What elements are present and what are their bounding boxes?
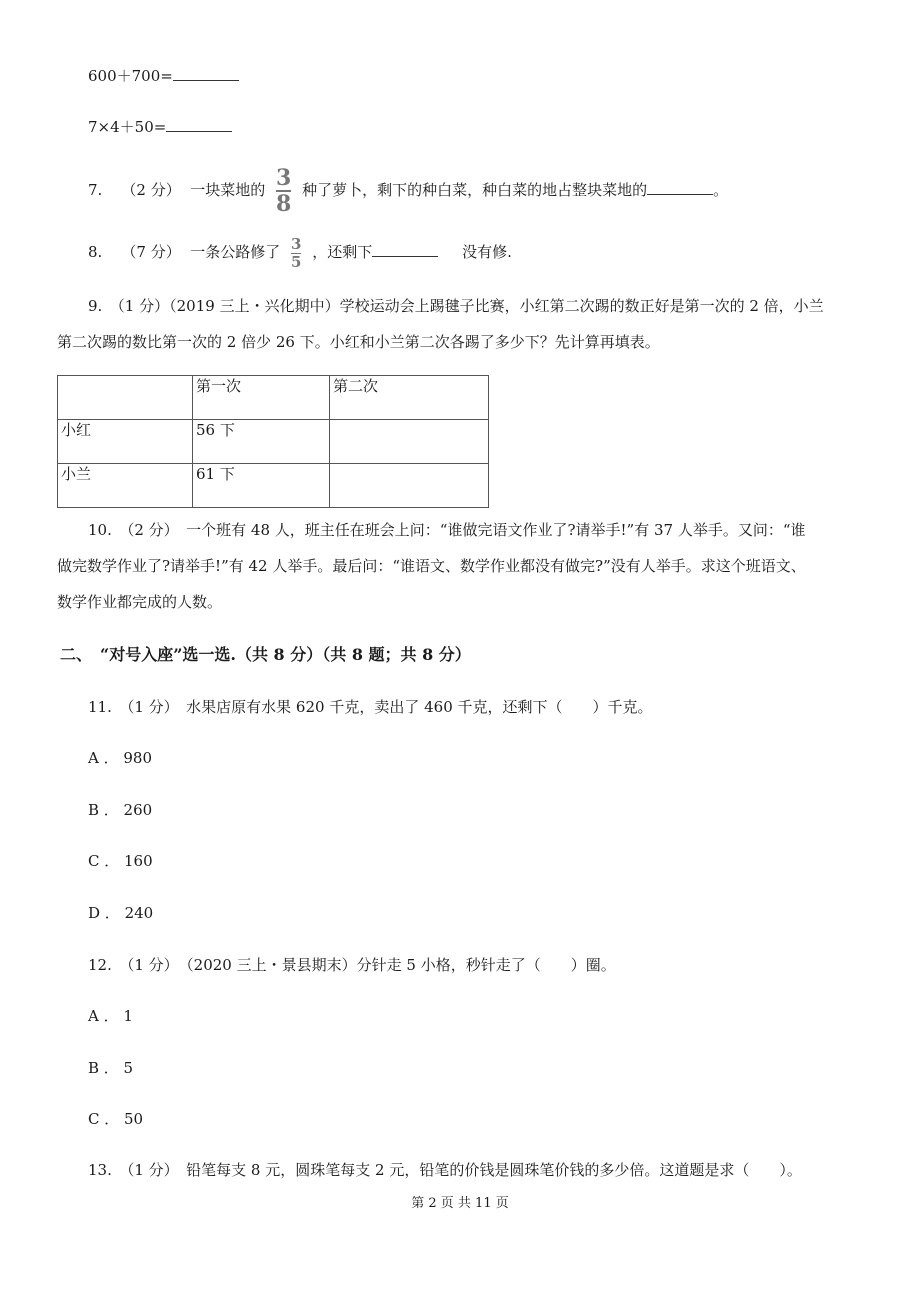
question-text: 种了萝卜，剩下的种白菜，种白菜的地占整块菜地的 xyxy=(302,181,648,199)
calc-line-2 xyxy=(88,117,232,137)
question-10-line-3: 数学作业都完成的人数。 xyxy=(57,593,223,611)
answer-blank[interactable] xyxy=(173,66,239,81)
option-a[interactable]: A ． 1 xyxy=(88,1007,133,1025)
question-7: 7. （2 分） 一块菜地的 $\frac{3}{8}$ 种了萝卜，剩下的种白菜，种白菜的地占整块菜地的 。 xyxy=(88,165,729,217)
fraction-three-fifths: $\frac{3}{5}$ xyxy=(291,234,302,271)
option-a[interactable]: A ． 980 xyxy=(88,749,152,767)
q9-answer-table xyxy=(57,375,489,508)
question-text: 一块菜地的 xyxy=(190,181,266,199)
option-b[interactable]: B ． 260 xyxy=(88,801,153,819)
calc-expression-1: 600＋700= xyxy=(88,67,173,85)
question-9-line-2: 第二次踢的数比第一次的 2 倍少 26 下。小红和小兰第二次各踢了多少下？先计算再填表。 xyxy=(57,333,660,351)
table-cell: 第一次 xyxy=(193,376,330,420)
answer-blank[interactable] xyxy=(647,180,713,195)
table-cell: 56 下 xyxy=(193,420,330,464)
option-c[interactable]: C ． 50 xyxy=(88,1110,144,1128)
question-score: （7 分） xyxy=(121,243,181,261)
question-9-line-1: 9. （1 分）（2019 三上・兴化期中）学校运动会上踢毽子比赛，小红第二次踢的数正好是第一次的 2 倍，小兰 xyxy=(88,297,824,315)
question-number: 7. xyxy=(88,181,103,199)
question-11-stem: 11. （1 分） 水果店原有水果 620 千克，卖出了 460 千克，还剩下（ ）千克。 xyxy=(88,698,653,716)
question-12-stem: 12. （1 分） （2020 三上・景县期末）分针走 5 小格，秒针走了（ ）圈。 xyxy=(88,956,616,974)
option-c[interactable]: C ． 160 xyxy=(88,852,153,870)
question-10-line-1: 10. （2 分） 一个班有 48 人，班主任在班会上问：“谁做完语文作业了?请举手!”有 37 人举手。又问：“谁 xyxy=(88,521,806,539)
table-answer-cell[interactable] xyxy=(330,420,489,464)
table-cell: 第二次 xyxy=(330,376,489,420)
answer-blank[interactable] xyxy=(166,117,232,132)
table-row xyxy=(58,464,489,508)
question-text: 一条公路修了 xyxy=(190,243,281,261)
table-cell: 小兰 xyxy=(58,464,193,508)
table-cell: 61 下 xyxy=(193,464,330,508)
option-b[interactable]: B ． 5 xyxy=(88,1059,134,1077)
calc-line-1 xyxy=(88,66,239,86)
table-cell: 小红 xyxy=(58,420,193,464)
question-10-line-2: 做完数学作业了?请举手!”有 42 人举手。最后问：“谁语文、数学作业都没有做完?”没有人举手。求这个班语文、 xyxy=(57,557,806,575)
page-footer: 第 2 页 共 11 页 xyxy=(411,1196,509,1211)
question-score: （2 分） xyxy=(121,181,181,199)
question-13-stem: 13. （1 分） 铅笔每支 8 元，圆珠笔每支 2 元，铅笔的价钱是圆珠笔价钱的多少倍。这道题是求（ ）。 xyxy=(88,1161,802,1179)
option-d[interactable]: D ． 240 xyxy=(88,904,154,922)
answer-blank[interactable] xyxy=(372,242,438,257)
section-2-title: 二、 “对号入座”选一选.（共 8 分）（共 8 题；共 8 分） xyxy=(60,645,471,664)
question-8: 8. （7 分） 一条公路修了 $\frac{3}{5}$ ，还剩下 没有修. xyxy=(88,234,512,271)
table-row xyxy=(58,420,489,464)
table-answer-cell[interactable] xyxy=(330,464,489,508)
question-number: 8. xyxy=(88,243,103,261)
fraction-three-eighths: $\frac{3}{8}$ xyxy=(276,165,292,217)
question-text: ，还剩下 xyxy=(312,243,373,261)
calc-expression-2: 7×4＋50= xyxy=(88,118,167,136)
table-cell xyxy=(58,376,193,420)
table-header-row xyxy=(58,376,489,420)
